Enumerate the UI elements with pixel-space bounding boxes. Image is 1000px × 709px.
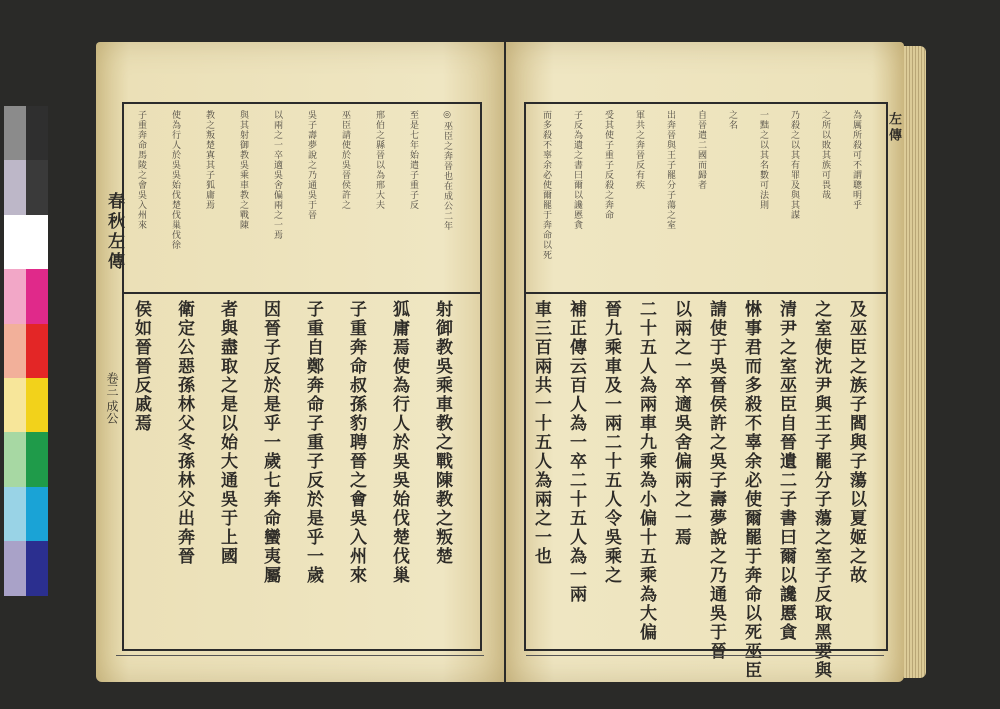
commentary-line: 自晉遣二國而歸者 [696, 110, 706, 190]
text-column: 二十五人為兩車九乘為小偏十五乘為大偏 [636, 300, 656, 642]
text-column: 狐庸焉使為行人於吳吳始伐楚伐巢 [389, 300, 409, 585]
color-swatch [4, 215, 26, 269]
text-column: 因晉子反於是乎一歲七奔命蠻夷屬 [260, 300, 280, 585]
commentary-line: 子重奔命馬陵之會吳入州來 [136, 110, 146, 230]
commentary-line: 子反為遺之書曰爾以讒慝貪 [572, 110, 582, 230]
color-swatch [4, 432, 26, 486]
bottom-rule [116, 655, 484, 656]
text-column: 子重奔命叔孫豹聘晉之會吳入州來 [346, 300, 366, 585]
color-swatch [4, 378, 26, 432]
text-column: 惏事君而多殺不辜余必使爾罷于奔命以死巫臣 [741, 300, 761, 680]
color-swatch [4, 269, 26, 323]
text-column: 者與盡取之是以始大通吳于上國 [217, 300, 237, 566]
commentary-line: 與其射御教吳乘車教之戰陳 [238, 110, 248, 230]
color-swatch [26, 106, 48, 160]
commentary-line: 巫臣請使於吳晉侯許之 [340, 110, 350, 210]
color-swatch [26, 160, 48, 214]
commentary-line: 而多殺不辜余必使爾罷于奔命以死 [541, 110, 551, 260]
text-column: 侯如晉晉反戚焉 [131, 300, 151, 433]
commentary-line: 出奔晉與王子罷分子蕩之室 [665, 110, 675, 230]
text-column: 晉九乘車及一兩二十五人令吳乘之 [601, 300, 621, 585]
commentary-line: ◎巫臣之奔晉也在成公二年 [442, 110, 452, 231]
commentary-line: 使為行人於吳吳始伐楚伐巢伐徐 [170, 110, 180, 250]
right-text-frame [524, 102, 888, 680]
color-swatch [26, 378, 48, 432]
text-column: 補正傳云百人為一卒二十五人為一兩 [566, 300, 586, 604]
text-column: 車三百兩共一十五人為兩之一也 [531, 300, 551, 566]
text-column: 子重自鄭奔命子重子反於是乎一歲 [303, 300, 323, 585]
commentary-line: 之名 [727, 110, 737, 130]
text-column: 之室使沈尹與王子罷分子蕩之室子反取黑要與 [811, 300, 831, 680]
commentary-line: 乃殺之以其有罪及與其謀 [789, 110, 799, 220]
running-head: 春秋左傳 [104, 192, 124, 272]
color-swatch [4, 487, 26, 541]
color-swatch [26, 541, 48, 595]
left-page [96, 42, 504, 682]
commentary-line: 教之叛楚寘其子狐庸焉 [204, 110, 214, 210]
commentary-line: 之所以敗其族可畏哉 [820, 110, 830, 200]
commentary-line: 一黜之以其名數可法則 [758, 110, 768, 210]
color-swatch [26, 432, 48, 486]
commentary-line: 以兩之一卒適吳舍偏兩之一焉 [272, 110, 282, 240]
commentary-line: 為厲所殺可不謂聰明乎 [851, 110, 861, 210]
section-divider [526, 292, 886, 294]
section-divider [124, 292, 480, 294]
color-swatch [26, 215, 48, 269]
color-swatch [26, 269, 48, 323]
chapter-label: 卷三 成公 [105, 372, 119, 424]
text-column: 以兩之一卒適吳舍偏兩之一焉 [671, 300, 691, 547]
commentary-line: 吳子壽夢說之乃通吳于晉 [306, 110, 316, 220]
page-edges [904, 46, 926, 678]
commentary-line: 邢伯之縣晉以為邢大夫 [374, 110, 384, 210]
commentary-line: 至是七年始遣子重子反 [408, 110, 418, 210]
color-swatch [4, 324, 26, 378]
commentary-line: 受其使子重子反殺之奔命 [603, 110, 613, 220]
text-column: 請使于吳晉侯許之吳子壽夢說之乃通吳于晉 [706, 300, 726, 661]
color-calibration-card [4, 106, 48, 596]
commentary-line: 軍共之奔晉反有疾 [634, 110, 644, 190]
right-page [506, 42, 904, 682]
open-book [88, 36, 926, 696]
color-swatch [26, 487, 48, 541]
text-column: 清尹之室巫臣自晉遺二子書曰爾以讒慝貪 [776, 300, 796, 642]
bottom-rule [526, 655, 884, 656]
color-swatch [4, 106, 26, 160]
left-text-frame [122, 102, 482, 651]
color-swatch [4, 541, 26, 595]
color-swatch [4, 160, 26, 214]
running-head: 左傳 [886, 112, 901, 144]
text-column: 衛定公惡孫林父冬孫林父出奔晉 [174, 300, 194, 566]
text-column: 及巫臣之族子閻與子蕩以夏姬之故 [846, 300, 866, 585]
text-column: 射御教吳乘車教之戰陳教之叛楚 [432, 300, 452, 566]
color-swatch [26, 324, 48, 378]
